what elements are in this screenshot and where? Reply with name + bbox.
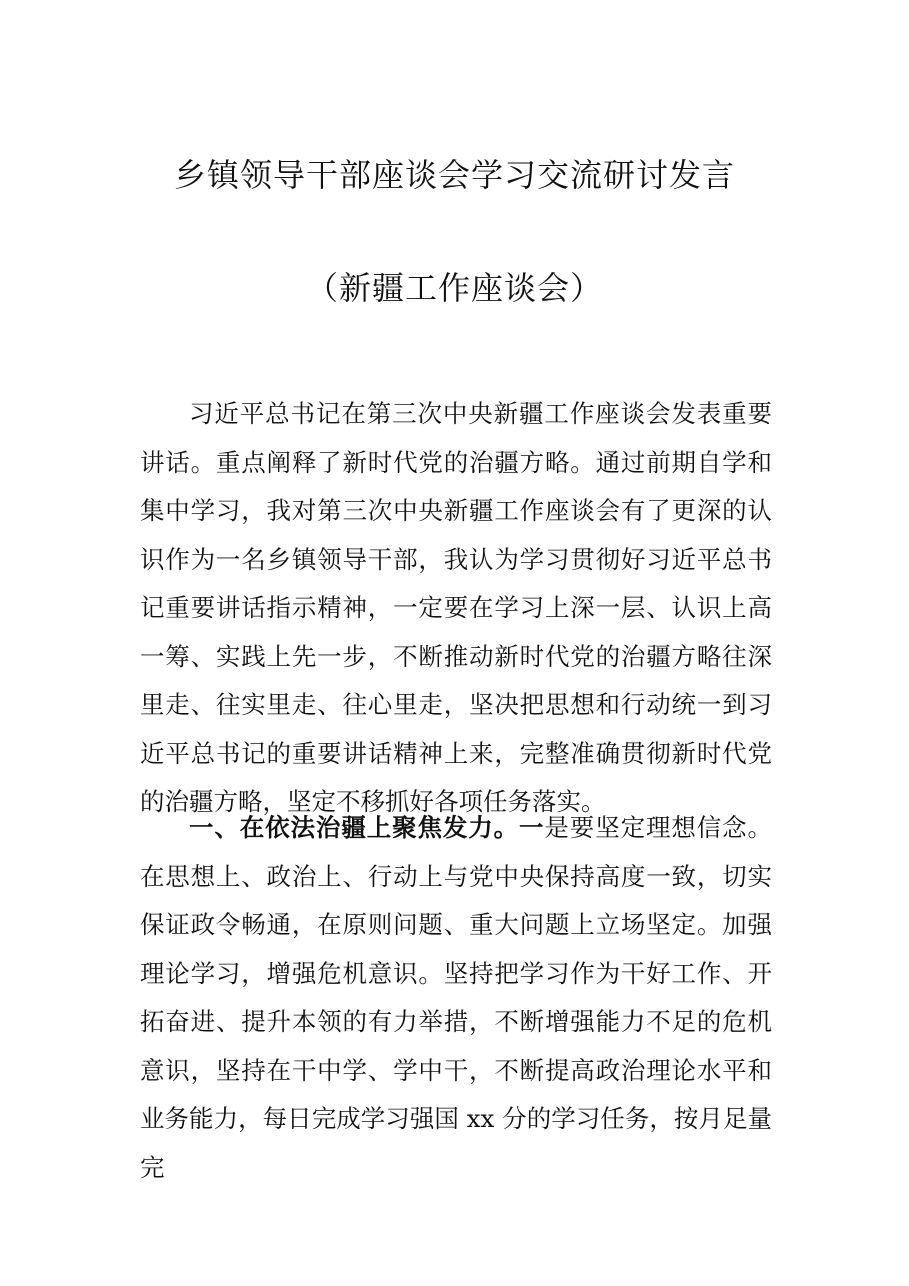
section-1-text: 是要坚定理想信念。在思想上、政治上、行动上与党中央保持高度一致，切实保证政令畅通，在原则问题、重大问题上立场坚定。加强理论学习，增强危机意识。坚持把学习作为干好工作、开拓奋进、提升本领的有力举措，不断增强能力不足的危机意识，坚持在干中学、学中干，不断提高政治理论水平和业务能力，每日完成学习强国 xx 分的学习任务，按月足量完 — [140, 813, 773, 1182]
paragraph-intro — [140, 390, 772, 827]
document-title: 乡镇领导干部座谈会学习交流研讨发言 — [173, 156, 735, 194]
paragraph-section-1 — [140, 804, 772, 1192]
paragraph-intro-text: 习近平总书记在第三次中央新疆工作座谈会发表重要讲话。重点阐释了新时代党的治疆方略。通过前期自学和集中学习，我对第三次中央新疆工作座谈会有了更深的认识作为一名乡镇领导干部，我认为学习贯彻好习近平总书记重要讲话指示精神，一定要在学习上深一层、认识上高一筹、实践上先一步，不断推动新时代党的治疆方略往深里走、往实里走、往心里走，坚决把思想和行动统一到习近平总书记的重要讲话精神上来，完整准确贯彻新时代党的治疆方略，坚定不移抓好各项任务落实。 — [140, 399, 772, 816]
document-subtitle: （新疆工作座谈会） — [305, 269, 603, 307]
section-1-heading: 一、在依法治疆上聚焦发力。一 — [189, 813, 545, 842]
